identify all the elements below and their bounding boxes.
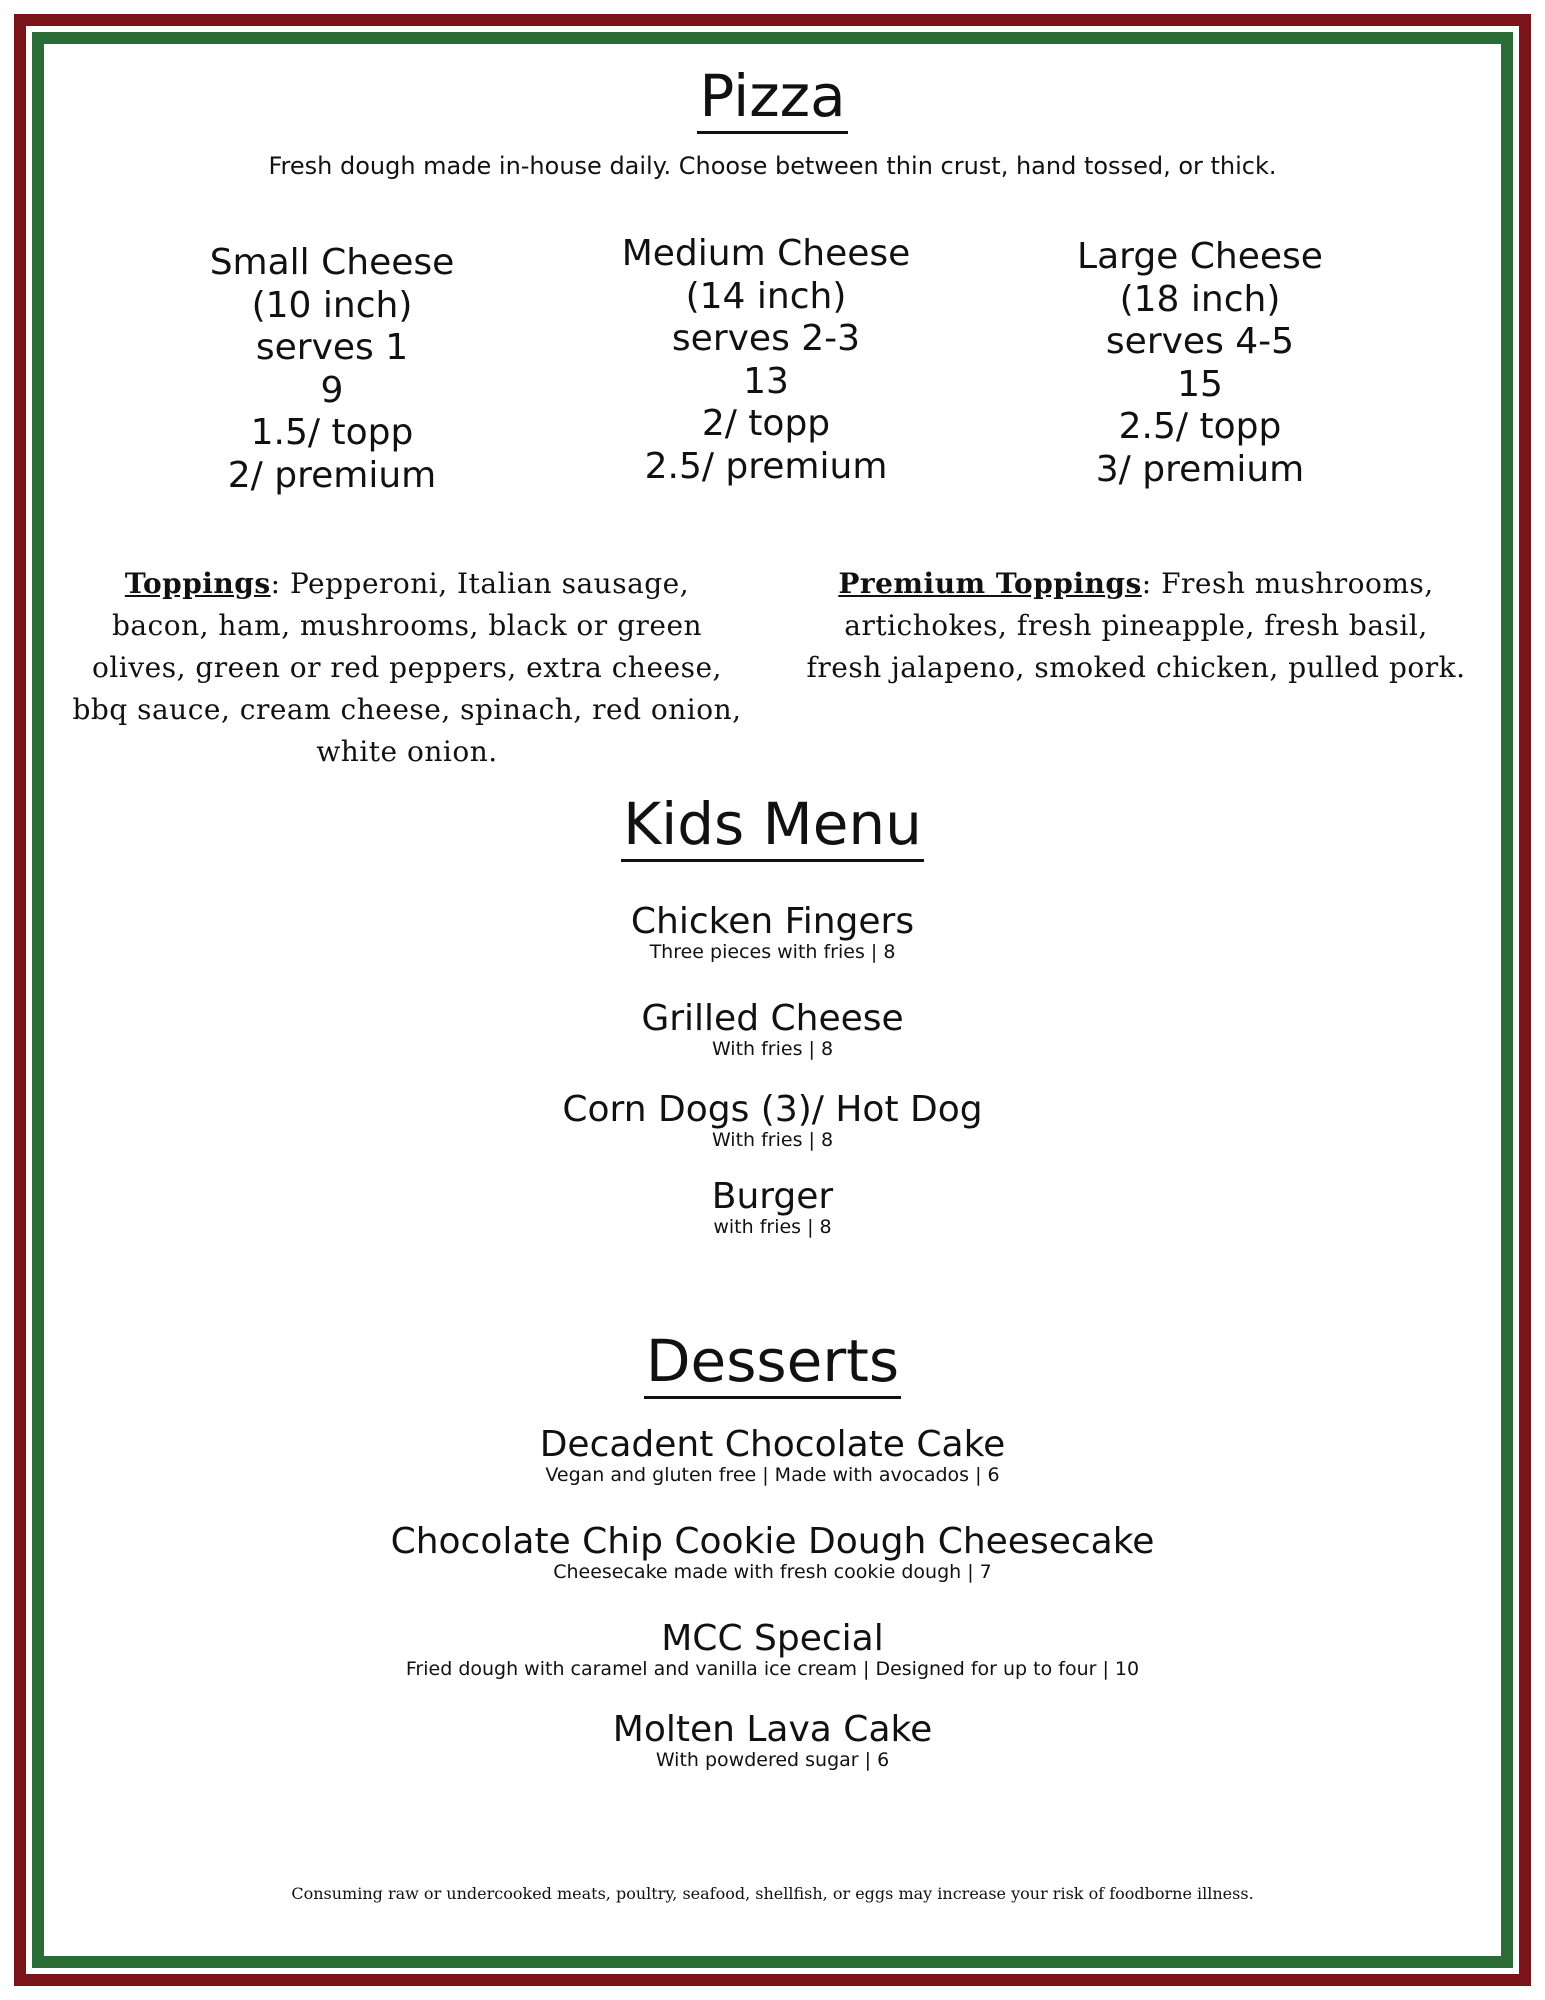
- item-desc: With powdered sugar | 6: [655, 1749, 890, 1771]
- pizza-premium-price: 2.5/ premium: [644, 445, 888, 487]
- pizza-premium-price: 3/ premium: [1095, 448, 1305, 490]
- item-desc: With fries | 8: [711, 1129, 834, 1151]
- pizza-size-inches: (14 inch): [685, 275, 847, 317]
- dessert-item: [0, 1521, 1545, 1584]
- pizza-size-inches: (18 inch): [1119, 278, 1281, 320]
- item-name: Chocolate Chip Cookie Dough Cheesecake: [390, 1521, 1155, 1562]
- desserts-title: Desserts: [0, 1327, 1545, 1399]
- kids-item: [0, 1089, 1545, 1152]
- pizza-price: 15: [1177, 363, 1223, 405]
- pizza-serves: serves 4-5: [1105, 321, 1295, 362]
- item-name: Burger: [711, 1176, 834, 1217]
- item-name: Corn Dogs (3)/ Hot Dog: [562, 1089, 983, 1130]
- item-desc: With fries | 8: [711, 1038, 834, 1060]
- pizza-topping-price: 1.5/ topp: [250, 412, 414, 453]
- kids-menu-title: Kids Menu: [0, 790, 1545, 862]
- toppings-label: Toppings: [124, 567, 271, 600]
- dessert-item: [0, 1709, 1545, 1772]
- pizza-size-name: Medium Cheese: [621, 233, 911, 274]
- pizza-size-name: Large Cheese: [1077, 236, 1323, 277]
- item-name: Chicken Fingers: [630, 901, 915, 942]
- pizza-serves: serves 2-3: [671, 318, 861, 359]
- item-desc: Cheesecake made with fresh cookie dough | 7: [553, 1561, 992, 1583]
- pizza-price: 9: [320, 369, 344, 411]
- premium-toppings-text: : Fresh mushrooms, artichokes, fresh pineapple, fresh basil, fresh jalapeno, smoked chicken, pulled pork.: [806, 567, 1466, 684]
- pizza-topping-price: 2.5/ topp: [1118, 406, 1282, 447]
- pizza-size-small: [142, 242, 522, 497]
- pizza-serves: serves 1: [255, 327, 409, 368]
- item-name: Grilled Cheese: [641, 998, 904, 1039]
- item-desc: Fried dough with caramel and vanilla ice cream | Designed for up to four | 10: [405, 1658, 1140, 1680]
- item-name: Molten Lava Cake: [612, 1709, 933, 1750]
- dessert-item: [0, 1618, 1545, 1681]
- pizza-size-name: Small Cheese: [209, 242, 455, 283]
- pizza-size-medium: [576, 233, 956, 488]
- health-disclaimer: Consuming raw or undercooked meats, poultry, seafood, shellfish, or eggs may increase your risk of foodborne illness.: [291, 1884, 1254, 1903]
- toppings-list: [72, 563, 742, 773]
- item-desc: Vegan and gluten free | Made with avocados | 6: [545, 1464, 1000, 1486]
- pizza-premium-price: 2/ premium: [227, 454, 437, 496]
- item-name: Decadent Chocolate Cake: [539, 1424, 1006, 1465]
- premium-toppings-label: Premium Toppings: [838, 567, 1142, 600]
- item-desc: with fries | 8: [713, 1216, 832, 1238]
- kids-item: [0, 998, 1545, 1061]
- pizza-size-large: [1010, 236, 1390, 491]
- pizza-intro: Fresh dough made in-house daily. Choose between thin crust, hand tossed, or thick.: [268, 152, 1277, 180]
- pizza-size-inches: (10 inch): [251, 284, 413, 326]
- toppings-text: : Pepperoni, Italian sausage, bacon, ham, mushrooms, black or green olives, green or red peppers, extra cheese, bbq sauce, cream cheese, spinach, red onion, white onion.: [72, 567, 742, 768]
- item-name: MCC Special: [661, 1618, 884, 1659]
- pizza-topping-price: 2/ topp: [701, 403, 831, 444]
- pizza-price: 13: [743, 360, 789, 402]
- pizza-title: Pizza: [0, 62, 1545, 134]
- item-desc: Three pieces with fries | 8: [649, 941, 896, 963]
- kids-item: [0, 901, 1545, 964]
- dessert-item: [0, 1424, 1545, 1487]
- premium-toppings-list: [804, 563, 1468, 689]
- kids-item: [0, 1176, 1545, 1239]
